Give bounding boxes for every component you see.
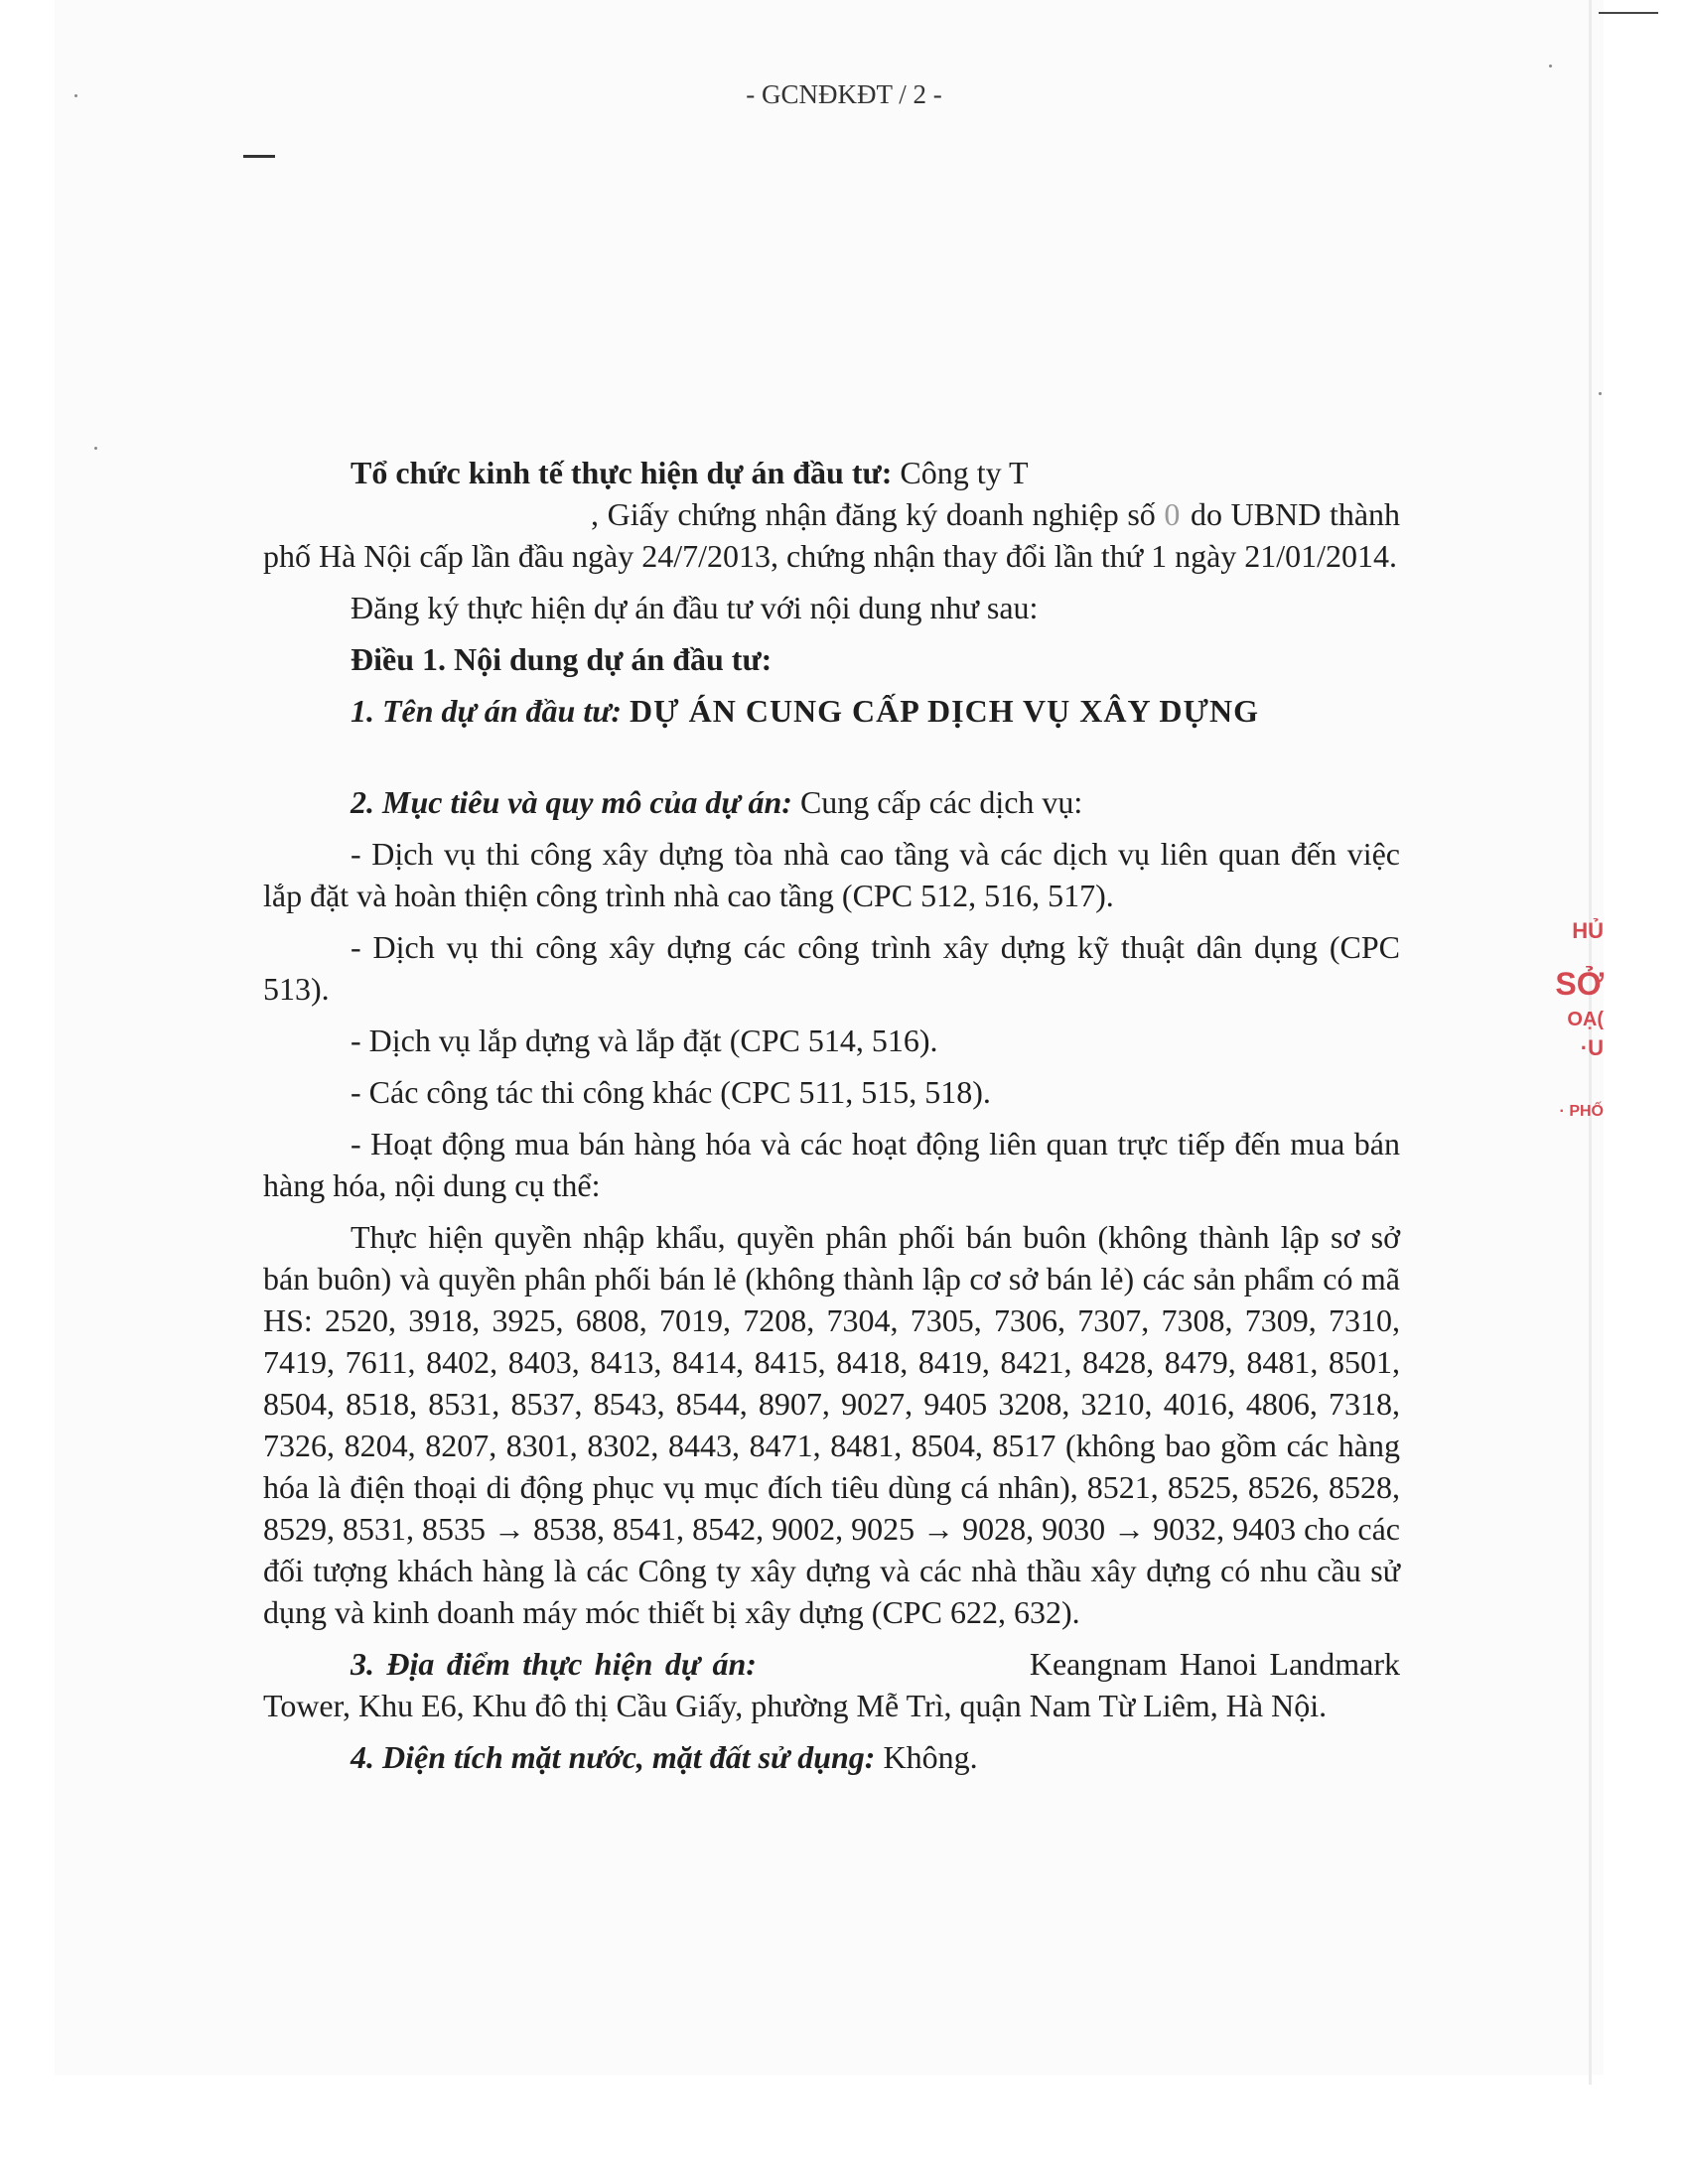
page-header-code: - GCNĐKĐT / 2 - xyxy=(746,79,942,109)
stamp-text: HỦ xyxy=(1572,918,1604,943)
service-line: - Dịch vụ thi công xây dựng các công trình xây dựng kỹ thuật dân dụng (CPC 513). xyxy=(263,929,1400,1007)
service-line: - Dịch vụ thi công xây dựng tòa nhà cao tầng và các dịch vụ liên quan đến việc lắp đặt và hoàn thiện công trình nhà cao tầng (CPC 512, 516, 517). xyxy=(263,836,1400,913)
scan-speck xyxy=(94,447,97,450)
land-area-label: 4. Diện tích mặt nước, mặt đất sử dụng: xyxy=(351,1739,876,1775)
land-area-paragraph xyxy=(263,1736,1400,1778)
objective-label: 2. Mục tiêu và quy mô của dự án: xyxy=(351,784,792,820)
org-label: Tổ chức kinh tế thực hiện dự án đầu tư: xyxy=(351,455,893,490)
location-value: Keangnam Hanoi Landmark Tower, Khu E6, Khu đô thị Cầu Giấy, phường Mễ Trì, quận Nam Từ Liêm, Hà Nội. xyxy=(263,1646,1401,1723)
location-label: 3. Địa điểm thực hiện dự án: xyxy=(351,1646,757,1682)
org-value: Công ty T xyxy=(900,455,1029,490)
scan-dash-mark xyxy=(243,155,275,158)
stamp-text: · PHỐ xyxy=(1559,1103,1604,1120)
stamp-text: ·U xyxy=(1580,1035,1604,1060)
service-line: - Các công tác thi công khác (CPC 511, 515, 518). xyxy=(351,1074,991,1110)
certificate-number: 0 xyxy=(1164,496,1183,532)
issuer-text: do UBND thành phố Hà Nội cấp lần đầu ngày 24/7/2013, chứng nhận thay đổi lần thứ 1 ngày 21/01/2014. xyxy=(263,496,1401,574)
location-paragraph xyxy=(263,1643,1400,1726)
project-name-label: 1. Tên dự án đầu tư: xyxy=(351,693,623,729)
document-body xyxy=(263,452,1400,1778)
article-heading: Điều 1. Nội dung dự án đầu tư: xyxy=(351,641,773,677)
red-stamp-fragment xyxy=(1544,918,1604,1121)
service-line: - Hoạt động mua bán hàng hóa và các hoạt động liên quan trực tiếp đến mua bán hàng hóa, nội dung cụ thể: xyxy=(263,1126,1400,1203)
objective-value: Cung cấp các dịch vụ: xyxy=(799,784,1083,820)
register-paragraph: Đăng ký thực hiện dự án đầu tư với nội dung như sau: xyxy=(351,590,1039,625)
project-name-value: DỰ ÁN CUNG CẤP DỊCH VỤ XÂY DỰNG xyxy=(630,693,1259,729)
scan-speck xyxy=(1549,65,1552,68)
project-name-paragraph xyxy=(263,690,1400,732)
scan-speck xyxy=(1599,392,1602,395)
certificate-text: , Giấy chứng nhận đăng ký doanh nghiệp số xyxy=(591,496,1156,532)
objective-paragraph xyxy=(263,781,1400,823)
land-area-value: Không. xyxy=(883,1739,978,1775)
scan-edge-mark xyxy=(1599,12,1658,14)
stamp-text: OẠ( xyxy=(1567,1009,1604,1030)
stamp-text: SỞ xyxy=(1555,966,1604,1002)
org-paragraph xyxy=(263,452,1400,577)
service-line: - Dịch vụ lắp dựng và lắp đặt (CPC 514, 516). xyxy=(351,1023,938,1058)
hs-code-paragraph: Thực hiện quyền nhập khẩu, quyền phân phối bán buôn (không thành lập sơ sở bán buôn) và quyền phân phối bán lẻ (không thành lập cơ sở bán lẻ) các sản phẩm có mã HS: 2520, 3918, 3925, 6808, 7019, 7208, 7304, 7305, 7306, 7307, 7308, 7309, 7310, 7419, 7611, 8402, 8403, 8413, 8414, 8415, 8418, 8419, 8421, 8428, 8479, 8481, 8501, 8504, 8518, 8531, 8537, 8543, 8544, 8907, 9027, 9405 3208, 3210, 4016, 4806, 7318, 7326, 8204, 8207, 8301, 8302, 8443, 8471, 8481, 8504, 8517 (không bao gồm các hàng hóa là điện thoại di động phục vụ mục đích tiêu dùng cá nhân), 8521, 8525, 8526, 8528, 8529, 8531, 8535 → 8538, 8541, 8542, 9002, 9025 → 9028, 9030 → 9032, 9403 cho các đối tượng khách hàng là các Công ty xây dựng và các nhà thầu xây dựng có nhu cầu sử dụng và kinh doanh máy móc thiết bị xây dựng (CPC 622, 632). xyxy=(263,1219,1400,1630)
